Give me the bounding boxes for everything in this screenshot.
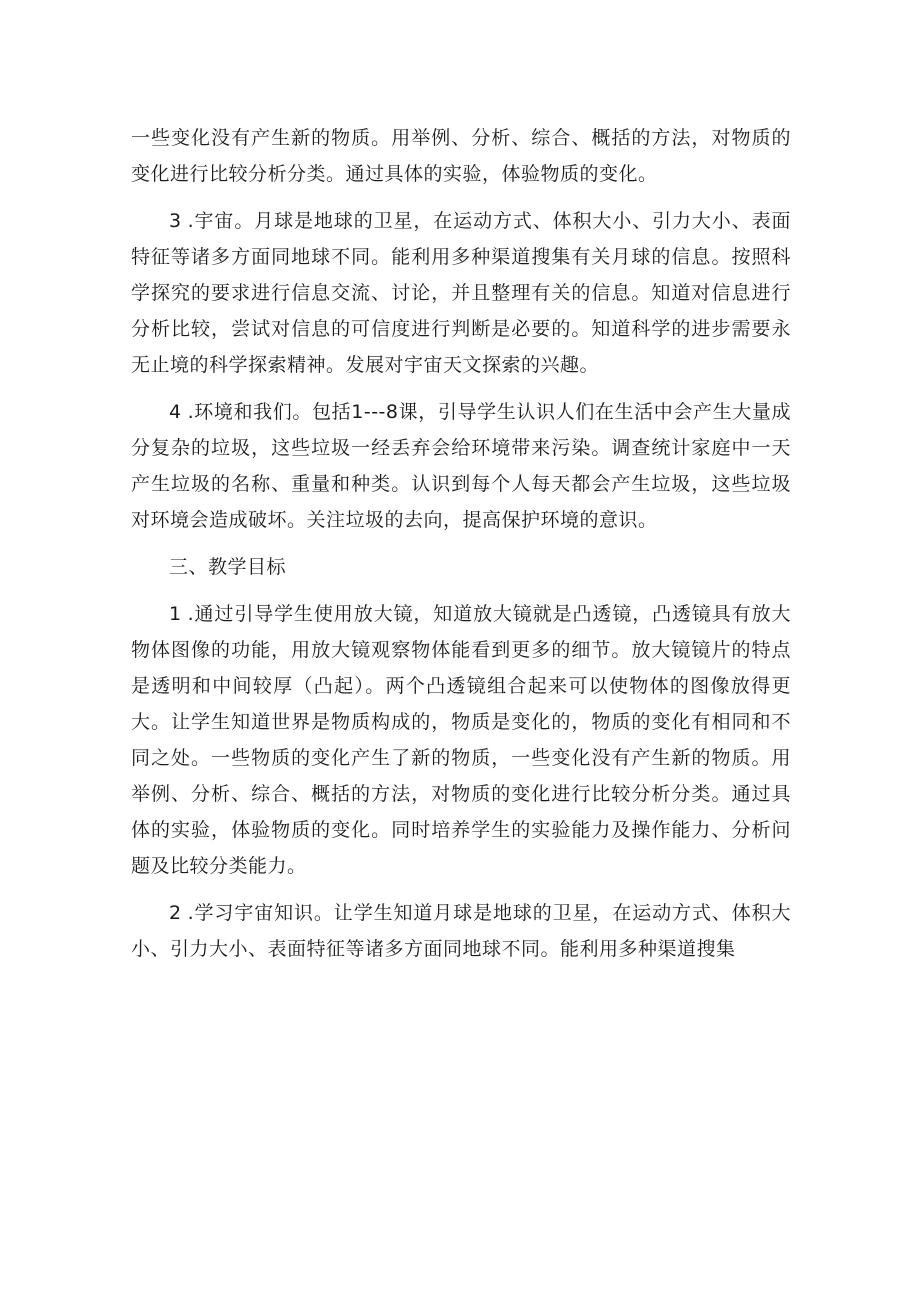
paragraph-universe	[131, 203, 791, 383]
document-body	[131, 120, 791, 978]
paragraph-number: 3	[169, 210, 182, 232]
section-heading	[131, 549, 791, 585]
paragraph-goal-2	[131, 895, 791, 967]
paragraph-text: .通过引导学生使用放大镜，知道放大镜就是凸透镜，凸透镜具有放大物体图像的功能，用放大镜观察物体能看到更多的细节。放大镜镜片的特点是透明和中间较厚（凸起）。两个凸透镜组合起来可以使物体的图像放得更大。让学生知道世界是物质构成的，物质是变化的，物质的变化有相同和不同之处。一些物质的变化产生了新的物质，一些变化没有产生新的物质。用举例、分析、综合、概括的方法，对物质的变化进行比较分析分类。通过具体的实验，体验物质的变化。同时培养学生的实验能力及操作能力、分析问题及比较分类能力。	[131, 603, 791, 877]
paragraph-text: .环境和我们。包括1---8课，引导学生认识人们在生活中会产生大量成分复杂的垃圾，这些垃圾一经丢弃会给环境带来污染。调查统计家庭中一天产生垃圾的名称、重量和种类。认识到每个人每天都会产生垃圾，这些垃圾对环境会造成破坏。关注垃圾的去向，提高保护环境的意识。	[131, 401, 791, 531]
paragraph-text: .宇宙。月球是地球的卫星，在运动方式、体积大小、引力大小、表面特征等诸多方面同地球不同。能利用多种渠道搜集有关月球的信息。按照科学探究的要求进行信息交流、讨论，并且整理有关的信息。知道对信息进行分析比较，尝试对信息的可信度进行判断是必要的。知道科学的进步需要永无止境的科学探索精神。发展对宇宙天文探索的兴趣。	[131, 210, 791, 376]
paragraph-number: 4	[169, 401, 182, 423]
paragraph-environment	[131, 394, 791, 538]
section-heading-text: 三、教学目标	[169, 556, 287, 578]
paragraph-number: 1	[169, 603, 182, 625]
paragraph-text: 一些变化没有产生新的物质。用举例、分析、综合、概括的方法，对物质的变化进行比较分析分类。通过具体的实验，体验物质的变化。	[131, 127, 791, 185]
paragraph-number: 2	[169, 902, 182, 924]
paragraph-continuation	[131, 120, 791, 192]
paragraph-goal-1	[131, 596, 791, 884]
paragraph-text: .学习宇宙知识。让学生知道月球是地球的卫星，在运动方式、体积大小、引力大小、表面特征等诸多方面同地球不同。能利用多种渠道搜集	[131, 902, 791, 960]
